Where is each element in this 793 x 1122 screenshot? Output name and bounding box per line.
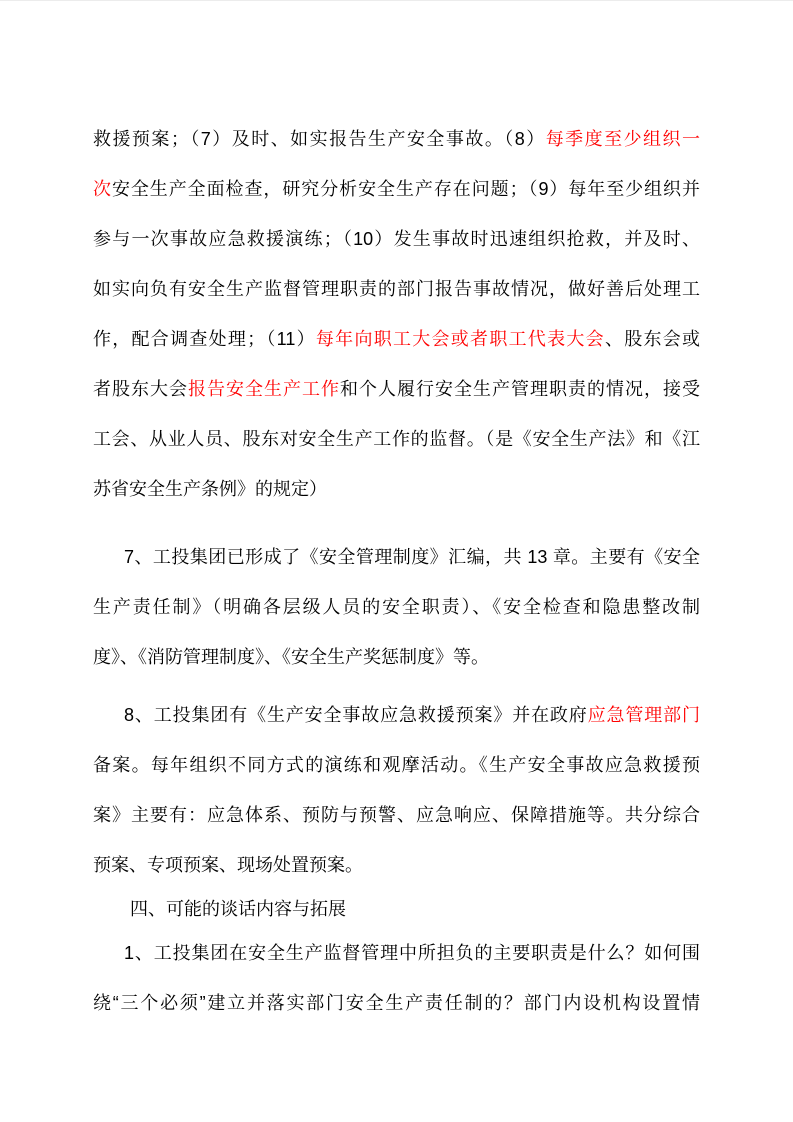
document-line	[93, 264, 700, 314]
text-run: 和个人履行安全生产管理职责的情况，接受	[340, 379, 700, 399]
text-run: 救援预案；（7）及时、如实报告生产安全事故。（8）	[93, 129, 546, 149]
text-run: 预案、专项预案、现场处置预案。	[93, 855, 363, 875]
document-body	[0, 1, 793, 1028]
text-run: 7、工投集团已形成了《安全管理制度》汇编，共 13 章。主要有《安全	[124, 547, 700, 567]
section-heading	[93, 890, 700, 928]
text-run: 工会、从业人员、股东对安全生产工作的监督。（是《安全生产法》和《江	[93, 429, 700, 449]
document-line	[93, 464, 700, 514]
text-run: 作，配合调查处理；（11）	[93, 329, 316, 349]
document-line	[93, 840, 700, 890]
highlight-run: 每季度至少组织一	[545, 129, 700, 149]
text-run: 参与一次事故应急救援演练；（10）发生事故时迅速组织抢救，并及时、	[93, 229, 700, 249]
highlight-run: 次	[93, 179, 112, 199]
text-run: 1、工投集团在安全生产监督管理中所担负的主要职责是什么？如何围	[124, 943, 700, 963]
text-run: 备案。每年组织不同方式的演练和观摩活动。《生产安全事故应急救援预	[93, 755, 700, 775]
document-line-item-1	[93, 928, 700, 978]
text-run: 8、工投集团有《生产安全事故应急救援预案》并在政府	[124, 705, 588, 725]
highlight-run: 应急管理部门	[587, 705, 700, 725]
document-line	[93, 214, 700, 264]
text-run: 安全生产全面检查，研究分析安全生产存在问题；（9）每年至少组织并	[111, 179, 700, 199]
text-run: 度》、《消防管理制度》、《安全生产奖惩制度》等。	[93, 647, 489, 667]
text-run: 如实向负有安全生产监督管理职责的部门报告事故情况，做好善后处理工	[93, 279, 700, 299]
text-run: 者股东大会	[93, 379, 188, 399]
document-line	[93, 790, 700, 840]
document-line	[93, 164, 700, 214]
document-line	[93, 414, 700, 464]
text-run: 四、可能的谈话内容与拓展	[130, 899, 346, 919]
highlight-run: 每年向职工大会或者职工代表大会	[315, 329, 605, 349]
document-line-paragraph-7	[93, 532, 700, 582]
document-line	[93, 978, 700, 1028]
document-line	[93, 582, 700, 632]
document-line	[93, 314, 700, 364]
document-line-paragraph-8	[93, 690, 700, 740]
text-run: 生产责任制》（明确各层级人员的安全职责）、《安全检查和隐患整改制	[93, 597, 700, 617]
text-run: 苏省安全生产条例》的规定）	[93, 479, 327, 499]
highlight-run: 报告安全生产工作	[188, 379, 340, 399]
text-run: 绕“三个必须”建立并落实部门安全生产责任制的？部门内设机构设置情	[93, 993, 700, 1013]
document-line	[93, 740, 700, 790]
document-line	[93, 364, 700, 414]
document-line	[93, 632, 700, 682]
text-run: 、股东会或	[604, 329, 700, 349]
document-line	[93, 114, 700, 164]
text-run: 案》主要有：应急体系、预防与预警、应急响应、保障措施等。共分综合	[93, 805, 700, 825]
